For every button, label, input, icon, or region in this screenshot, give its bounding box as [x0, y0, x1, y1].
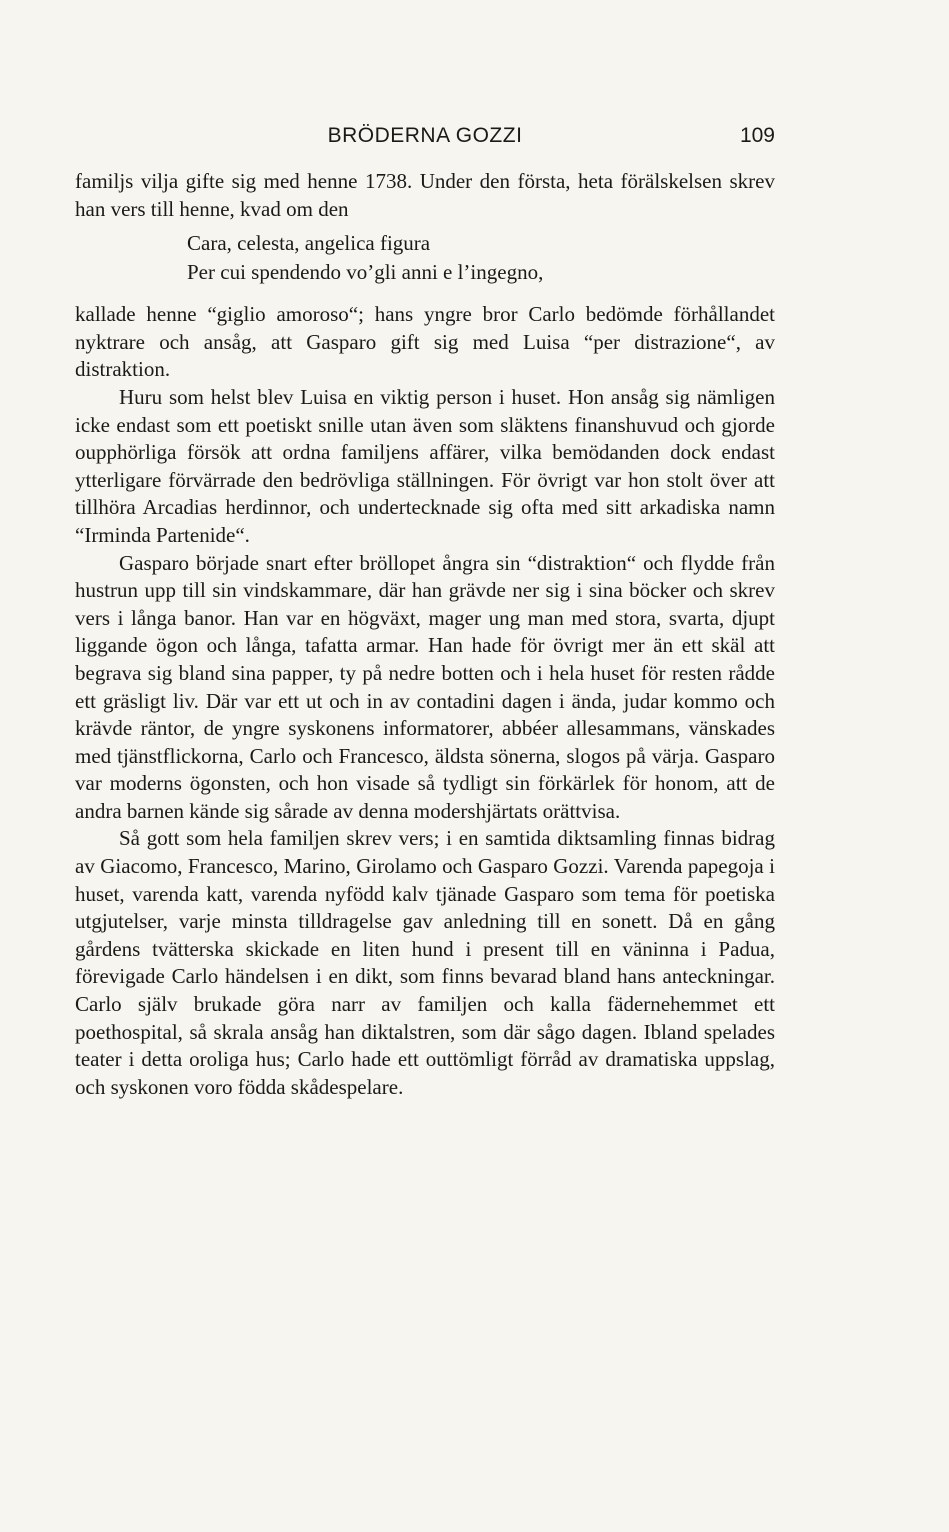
running-title: BRÖDERNA GOZZI: [327, 124, 523, 147]
page-number: 109: [739, 124, 775, 147]
running-header: [75, 124, 775, 154]
paragraph-1: familjs vilja gifte sig med henne 1738. Under den första, heta förälskelsen skrev han vers till henne, kvad om den: [75, 169, 775, 221]
paragraph-5: Så gott som hela familjen skrev vers; i en samtida diktsamling finnas bidrag av Giacomo, Francesco, Marino, Girolamo och Gasparo Gozzi. Varenda papegoja i huset, varenda katt, varenda nyfödd kalv tjänade Gasparo som tema för poetiska utgjutelser, varje minsta tilldragelse gav anledning till en sonett. Då en gång gårdens tvätterska skickade en liten hund i present till en väninna i Padua, förevigade Carlo händelsen i en dikt, som finns bevarad bland hans anteckningar. Carlo själv brukade göra narr av familjen och kalla fädernehemmet ett poethospital, så skrala ansåg han diktalstren, som där sågo dagen. Ibland spelades teater i detta oroliga hus; Carlo hade ett outtömligt förråd av dramatiska uppslag, och syskonen voro födda skådespelare.: [75, 826, 775, 1099]
paragraph-2: kallade henne “giglio amoroso“; hans yngre bror Carlo bedömde förhållandet nyktrare och ansåg, att Gasparo gift sig med Luisa “per distrazione“, av distraktion.: [75, 302, 775, 382]
body-text: [75, 168, 775, 1101]
paragraph-4: Gasparo började snart efter bröllopet ångra sin “distraktion“ och flydde från hustrun upp till sin vindskammare, där han grävde ner sig i sina böcker och skrev vers i långa banor. Han var en högväxt, mager ung man med stora, svarta, djupt liggande ögon och långa, tafatta armar. Han hade för övrigt mer än ett skäl att begrava sig bland sina papper, ty på nedre botten och i hela huset för resten rådde ett gräsligt liv. Där var ett ut och in av contadini dagen i ända, judar kommo och krävde räntor, de yngre syskonens informatorer, abbéer allesammans, vänskades med tjänstflickorna, Carlo och Francesco, äldsta sönerna, slogos på värja. Gasparo var moderns ögonsten, och hon visade så tydligt sin förkärlek för honom, att de andra barnen kände sig sårade av denna modershjärtats orättvisa.: [75, 550, 775, 823]
verse-line-1: Cara, celesta, angelica figura: [187, 231, 431, 256]
verse-quote: [187, 229, 775, 287]
paragraph-3: Huru som helst blev Luisa en viktig person i huset. Hon ansåg sig nämligen icke endast som ett poetiskt snille utan även som släktens finanshuvud och gjorde oupphörliga försök att ordna familjens affärer, vilka bemödanden dock endast ytterligare förvärrade den bedrövliga ställningen. För övrigt var hon stolt över att tillhöra Arcadias herdinnor, och undertecknade sig ofta med sitt arkadiska namn “Irminda Partenide“.: [75, 384, 775, 547]
verse-line-2: Per cui spendendo vo’gli anni e l’ingegno,: [187, 260, 544, 285]
